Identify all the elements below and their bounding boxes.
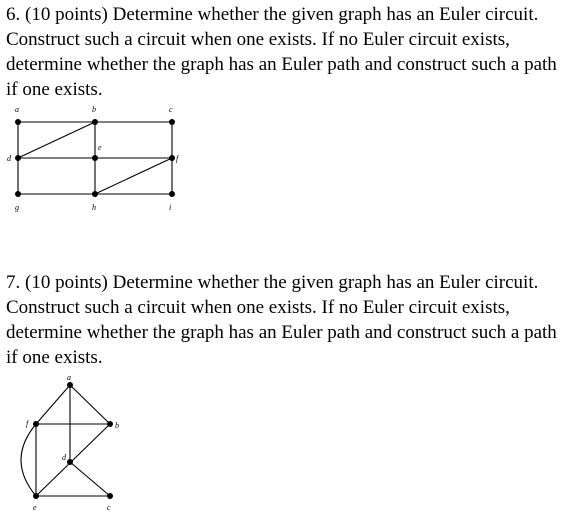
problem-7-text: 7. (10 points) Determine whether the given graph has an Euler circuit. Construct such a circuit when one exists. If no Euler circuit exists, determine whether the graph has an Euler path and construct such a path if one exists. (6, 272, 557, 368)
edge-d-c (70, 462, 110, 496)
label-h: h (92, 203, 96, 212)
graph-6 (7, 105, 180, 212)
label-a: a (67, 373, 71, 382)
label-f: f (176, 154, 179, 163)
vertex-c (169, 119, 175, 125)
edge-h-f (95, 158, 172, 194)
edge-b-e (36, 424, 110, 496)
label-f: f (26, 419, 29, 428)
vertex-c (107, 493, 113, 499)
vertex-b (92, 119, 98, 125)
graph-7 (21, 373, 119, 512)
vertex-h (92, 191, 98, 197)
edge-d-b (18, 122, 95, 158)
label-d: d (7, 154, 11, 163)
vertex-a (15, 119, 21, 125)
label-c: c (169, 105, 173, 114)
label-b: b (115, 421, 119, 430)
label-c: c (107, 503, 111, 512)
vertex-i (169, 191, 175, 197)
label-i: i (169, 203, 172, 212)
vertex-a (67, 382, 73, 388)
problem-6-text: 6. (10 points) Determine whether the given graph has an Euler circuit. Construct such a circuit when one exists. If no Euler circuit exists, determine whether the graph has an Euler path and construct such a path if one exists. (6, 4, 557, 100)
label-e: e (33, 503, 37, 512)
vertex-d (15, 155, 21, 161)
edge-f-e-arc (21, 424, 36, 496)
label-b: b (92, 105, 96, 114)
vertex-f (169, 155, 175, 161)
label-g: g (15, 203, 19, 212)
edge-a-f (36, 385, 70, 424)
vertex-e (33, 493, 39, 499)
vertex-b (107, 421, 113, 427)
vertex-e (92, 155, 98, 161)
vertex-d (67, 459, 73, 465)
label-e: e (98, 143, 102, 152)
label-d: d (62, 453, 66, 462)
vertex-f (33, 421, 39, 427)
label-a: a (15, 105, 19, 114)
edge-a-b (70, 385, 110, 424)
vertex-g (15, 191, 21, 197)
